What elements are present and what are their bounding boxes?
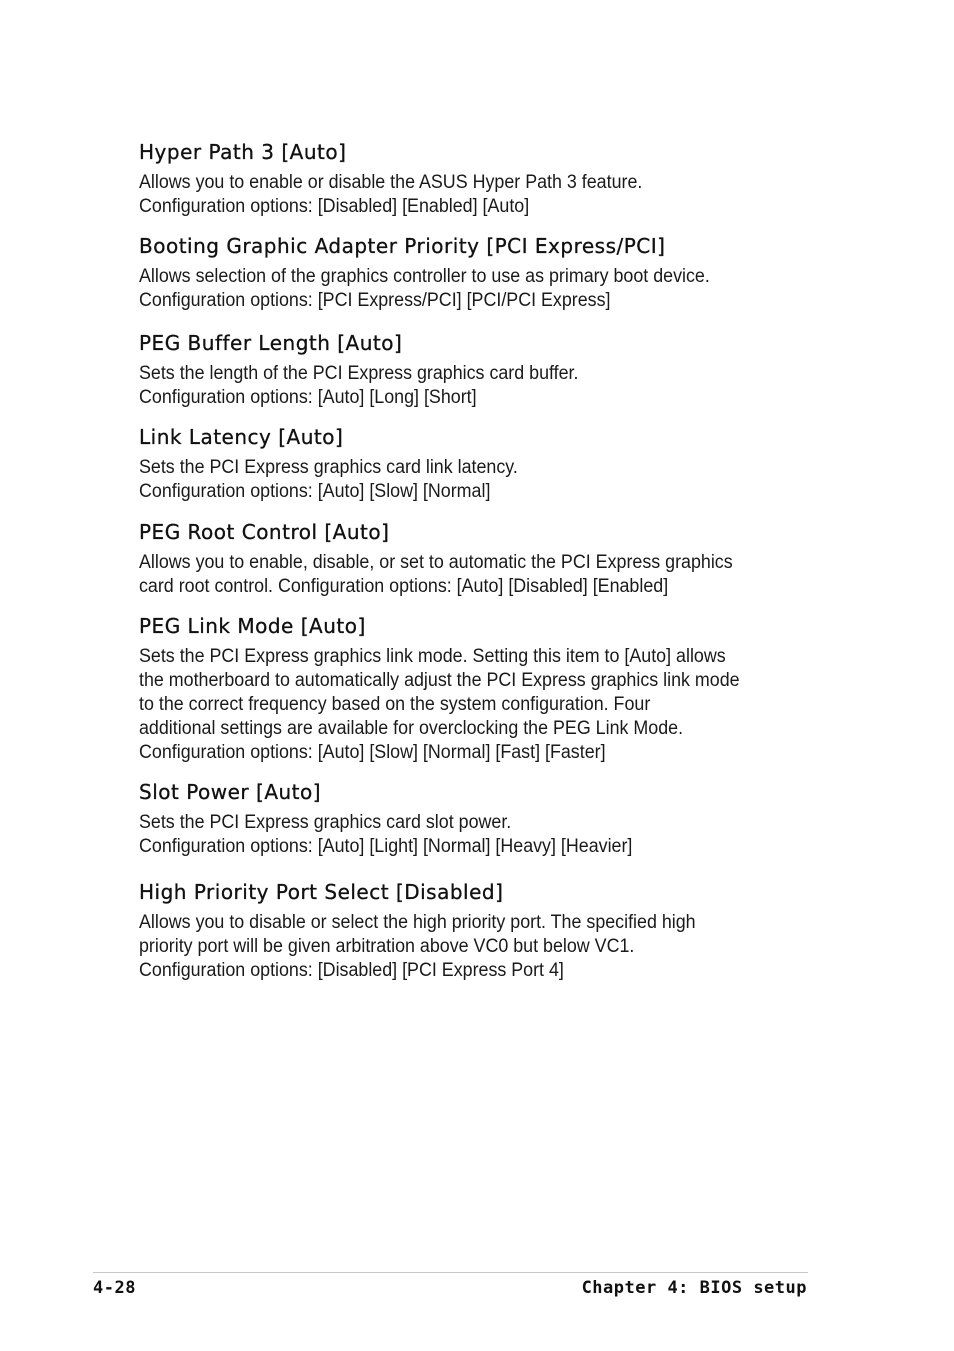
description-line: the motherboard to automatically adjust the PCI Express graphics link mode — [139, 670, 740, 691]
page-number: 4-28 — [93, 1278, 136, 1298]
config-options-line: Configuration options: [Auto] [Long] [Short] — [139, 387, 477, 408]
section-heading: PEG Buffer Length [Auto] — [139, 331, 403, 355]
section-booting-graphic-adapter-priority — [139, 233, 819, 313]
config-options-line: Configuration options: [PCI Express/PCI] [PCI/PCI Express] — [139, 290, 611, 311]
section-description — [139, 456, 820, 504]
section-link-latency — [139, 424, 819, 504]
section-description — [139, 265, 820, 313]
config-options-line: Configuration options: [Disabled] [PCI Express Port 4] — [139, 960, 564, 981]
section-heading: Booting Graphic Adapter Priority [PCI Express/PCI] — [139, 234, 666, 258]
section-heading: High Priority Port Select [Disabled] — [139, 880, 504, 904]
section-description — [139, 362, 820, 410]
description-line: Sets the length of the PCI Express graphics card buffer. — [139, 363, 579, 384]
section-slot-power — [139, 779, 819, 859]
section-peg-link-mode — [139, 613, 819, 765]
description-line: Allows you to enable, disable, or set to automatic the PCI Express graphics — [139, 552, 733, 573]
description-line: priority port will be given arbitration above VC0 but below VC1. — [139, 936, 635, 957]
section-heading: PEG Root Control [Auto] — [139, 520, 390, 544]
config-options-line: Configuration options: [Disabled] [Enabled] [Auto] — [139, 196, 530, 217]
description-line: to the correct frequency based on the system configuration. Four — [139, 694, 651, 715]
config-options-line: Configuration options: [Auto] [Slow] [Normal] [Fast] [Faster] — [139, 742, 606, 763]
config-options-line: Configuration options: [Auto] [Light] [Normal] [Heavy] [Heavier] — [139, 836, 633, 857]
section-description — [139, 551, 820, 599]
description-line: Allows you to disable or select the high priority port. The specified high — [139, 912, 696, 933]
description-line: Sets the PCI Express graphics link mode. Setting this item to [Auto] allows — [139, 646, 726, 667]
description-line: additional settings are available for overclocking the PEG Link Mode. — [139, 718, 684, 739]
description-line: Sets the PCI Express graphics card link latency. — [139, 457, 518, 478]
section-hyper-path-3 — [139, 139, 819, 219]
description-line: Allows you to enable or disable the ASUS Hyper Path 3 feature. — [139, 172, 643, 193]
section-description — [139, 911, 820, 983]
section-peg-root-control — [139, 519, 819, 599]
description-line: Sets the PCI Express graphics card slot power. — [139, 812, 512, 833]
section-heading: Hyper Path 3 [Auto] — [139, 140, 347, 164]
footer-divider — [93, 1272, 808, 1273]
section-heading: Slot Power [Auto] — [139, 780, 322, 804]
description-line: Allows selection of the graphics controller to use as primary boot device. — [139, 266, 710, 287]
config-options-line: Configuration options: [Auto] [Slow] [Normal] — [139, 481, 491, 502]
section-heading: Link Latency [Auto] — [139, 425, 344, 449]
section-high-priority-port-select — [139, 879, 819, 983]
section-heading: PEG Link Mode [Auto] — [139, 614, 366, 638]
chapter-title: Chapter 4: BIOS setup — [581, 1278, 807, 1298]
section-description — [139, 645, 820, 765]
section-description — [139, 171, 820, 219]
config-options-line: card root control. Configuration options: [Auto] [Disabled] [Enabled] — [139, 576, 669, 597]
document-body — [139, 139, 819, 983]
section-description — [139, 811, 820, 859]
section-peg-buffer-length — [139, 330, 819, 410]
